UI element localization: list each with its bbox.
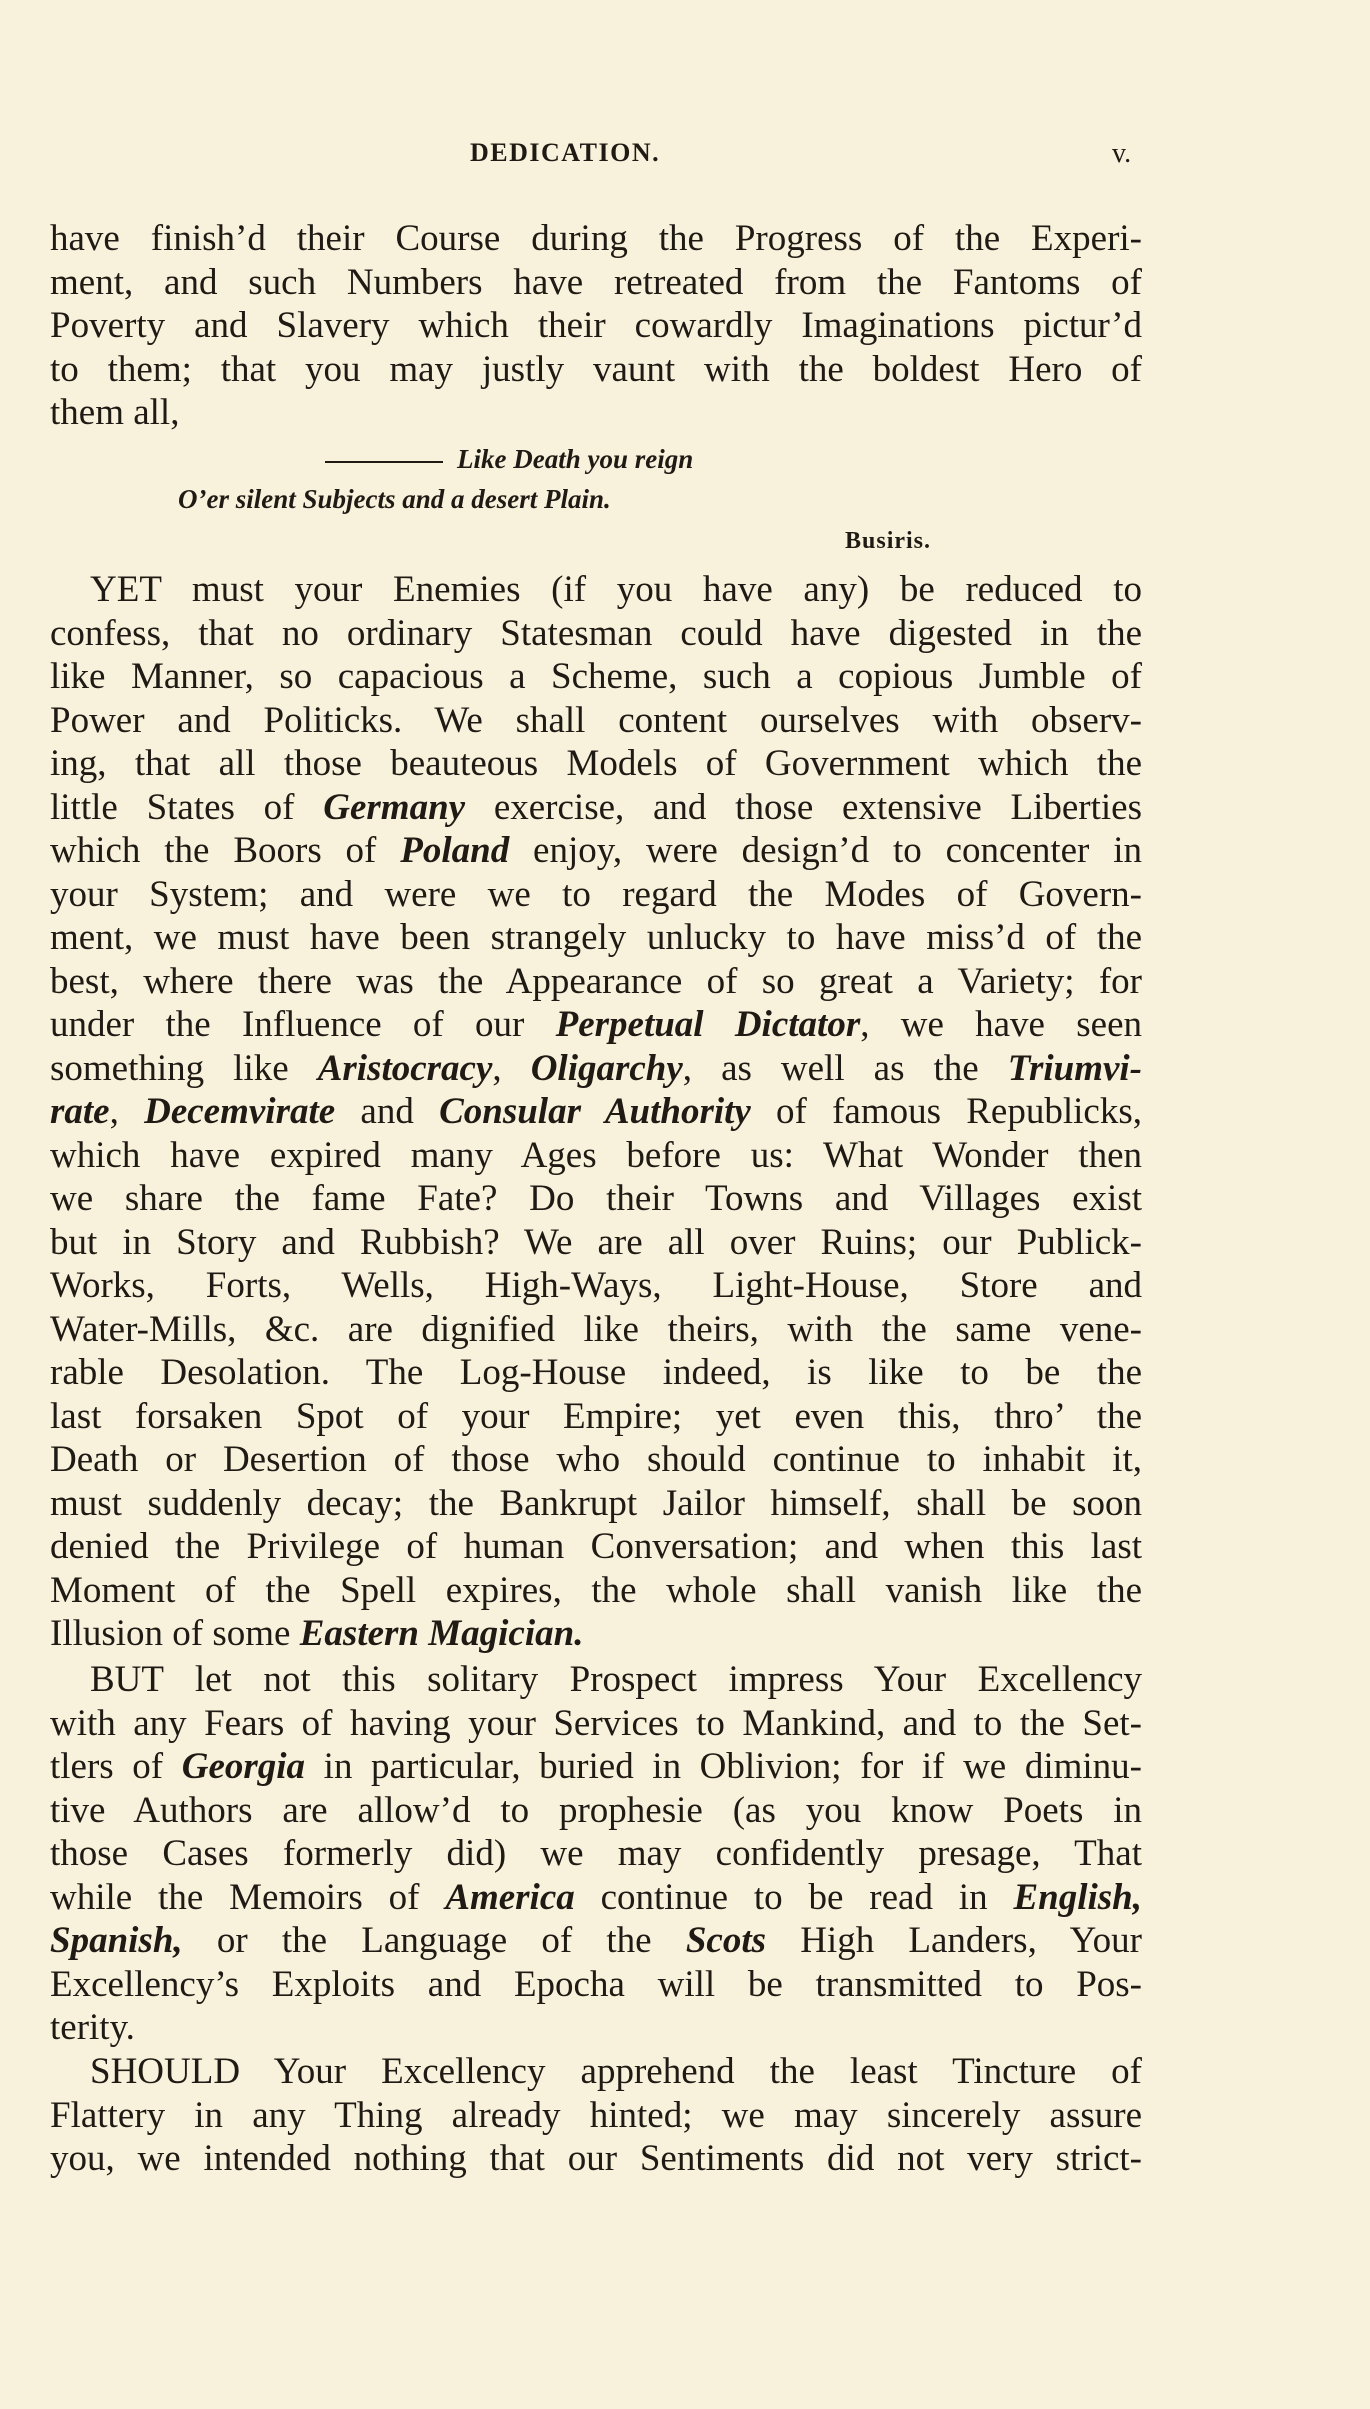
emphasis-text: Eastern Magician. (299, 1613, 584, 1654)
emphasis-text: Oligarchy (530, 1047, 683, 1089)
emphasis-text: Perpetual Dictator (555, 1004, 861, 1045)
text-line: must suddenly decay; the Bankrupt Jailor himself, shall be soon (50, 1482, 1142, 1524)
emphasis-text: America (445, 1876, 575, 1918)
text-line: last forsaken Spot of your Empire; yet even this, thro’ the (50, 1395, 1142, 1437)
text-line: which the Boors of Poland enjoy, were design’d to concenter in (50, 830, 1142, 871)
emphasis-text: Germany (323, 786, 466, 828)
text-line: denied the Privilege of human Conversation; and when this last (50, 1526, 1142, 1567)
text-line: we share the fame Fate? Do their Towns and Villages exist (50, 1178, 1142, 1219)
text-line: rate, Decemvirate and Consular Authority of famous Republicks, (50, 1091, 1142, 1132)
emphasis-text: English, (1013, 1876, 1142, 1918)
verse-line-2: O’er silent Subjects and a desert Plain. (178, 484, 611, 514)
text-line: Water-Mills, &c. are dignified like theirs, with the same vene- (50, 1308, 1142, 1350)
emphasis-text: Scots (685, 1920, 766, 1961)
text-line: those Cases formerly did) we may confidently presage, That (50, 1833, 1142, 1874)
text-line: your System; and were we to regard the Modes of Govern- (50, 873, 1142, 915)
emphasis-text: rate (50, 1091, 110, 1132)
text-line: Power and Politicks. We shall content ourselves with observ- (50, 699, 1142, 741)
emphasis-text: Aristocracy (317, 1047, 493, 1089)
text-line: Illusion of some Eastern Magician. (50, 1613, 584, 1654)
text-line: ing, that all those beauteous Models of Government which the (50, 743, 1142, 784)
text-line: Spanish, or the Language of the Scots High Landers, Your (50, 1920, 1142, 1961)
text-line: like Manner, so capacious a Scheme, such a copious Jumble of (50, 656, 1142, 697)
text-line: ment, we must have been strangely unlucky to have miss’d of the (50, 917, 1142, 958)
running-title: DEDICATION. (470, 138, 661, 167)
text-line: YET must your Enemies (if you have any) be reduced to (90, 569, 1142, 610)
text-line: while the Memoirs of America continue to be read in English, (50, 1876, 1142, 1918)
text-line: Poverty and Slavery which their cowardly Imaginations pictur’d (50, 305, 1142, 346)
emphasis-text: Spanish, (50, 1920, 183, 1961)
emphasis-text: Georgia (181, 1746, 306, 1787)
page-number: v. (1112, 138, 1132, 169)
text-line: Works, Forts, Wells, High-Ways, Light-House, Store and (50, 1265, 1142, 1306)
emphasis-text: Consular Authority (439, 1091, 751, 1132)
text-line: confess, that no ordinary Statesman could have digested in the (50, 612, 1142, 654)
text-line: BUT let not this solitary Prospect impress Your Excellency (90, 1659, 1142, 1700)
text-line: you, we intended nothing that our Sentiments did not very strict- (50, 2138, 1142, 2179)
text-line: little States of Germany exercise, and those extensive Liberties (50, 786, 1142, 828)
text-line: with any Fears of having your Services to Mankind, and to the Set- (50, 1702, 1142, 1744)
text-line: rable Desolation. The Log-House indeed, is like to be the (50, 1352, 1142, 1393)
text-line: them all, (50, 392, 180, 433)
text-line: Moment of the Spell expires, the whole shall vanish like the (50, 1569, 1142, 1611)
text-line: tive Authors are allow’d to prophesie (as you know Poets in (50, 1789, 1142, 1831)
emphasis-text: Decemvirate (144, 1091, 336, 1132)
paragraph-block-2 (50, 568, 1142, 1656)
text-line: but in Story and Rubbish? We are all over Ruins; our Publick- (50, 1221, 1142, 1263)
text-line: tlers of Georgia in particular, buried in Oblivion; for if we diminu- (50, 1746, 1142, 1787)
paragraph-block-3 (50, 1658, 1142, 2050)
text-line: under the Influence of our Perpetual Dictator, we have seen (50, 1004, 1142, 1045)
text-line: Excellency’s Exploits and Epocha will be transmitted to Pos- (50, 1963, 1142, 2005)
text-line: Death or Desertion of those who should continue to inhabit it, (50, 1439, 1142, 1480)
text-line: to them; that you may justly vaunt with the boldest Hero of (50, 348, 1142, 390)
verse-attribution: Busiris. (845, 528, 932, 554)
verse-line-1: Like Death you reign (325, 444, 693, 475)
emphasis-text: Poland (400, 830, 510, 871)
text-line: SHOULD Your Excellency apprehend the least Tincture of (90, 2051, 1142, 2092)
text-line: which have expired many Ages before us: What Wonder then (50, 1134, 1142, 1176)
emphasis-text: Triumvi- (1007, 1047, 1143, 1089)
text-line: ment, and such Numbers have retreated from the Fantoms of (50, 261, 1142, 303)
running-header (0, 138, 1370, 178)
text-line: something like Aristocracy, Oligarchy, as well as the Triumvi- (50, 1047, 1143, 1089)
text-line: best, where there was the Appearance of so great a Variety; for (50, 960, 1142, 1002)
paragraph-block-1 (50, 217, 1142, 435)
text-line: have finish’d their Course during the Progress of the Experi- (50, 218, 1142, 259)
verse-dash (325, 461, 443, 463)
text-line: terity. (50, 2007, 135, 2048)
text-line: Flattery in any Thing already hinted; we may sincerely assure (50, 2094, 1142, 2136)
paragraph-block-4 (50, 2050, 1142, 2181)
